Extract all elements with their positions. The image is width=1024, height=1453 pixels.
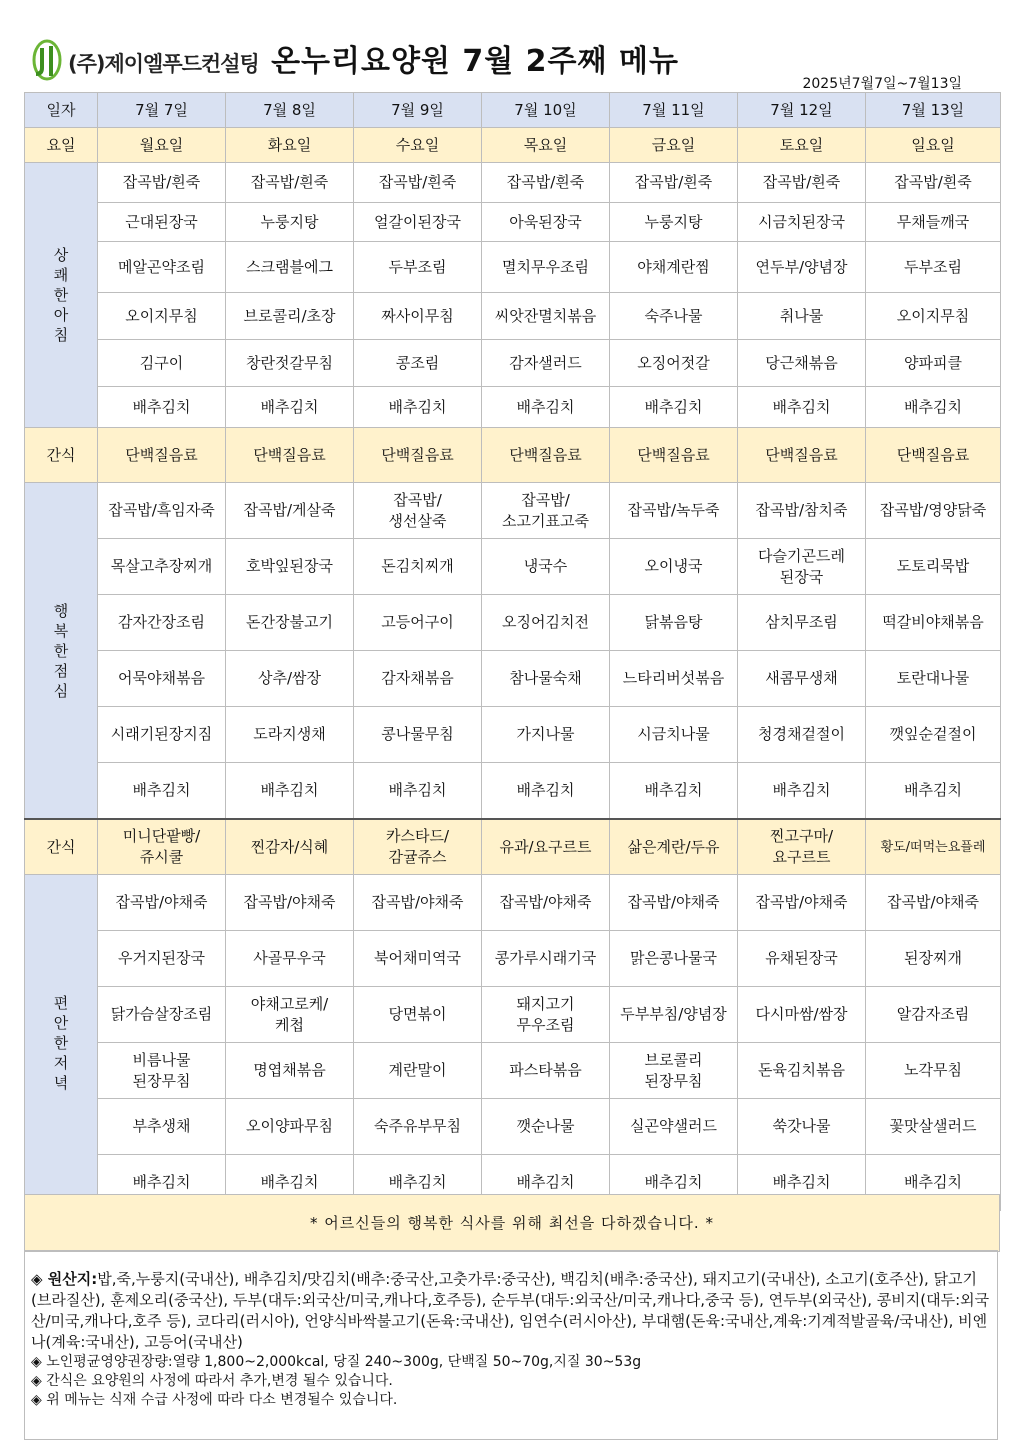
menu-cell: 감자채볶음 <box>354 651 482 707</box>
menu-cell: 잡곡밥/야채죽 <box>482 875 610 931</box>
origin-label: ◈ 원산지: <box>31 1270 98 1288</box>
menu-cell: 브로콜리/초장 <box>226 293 354 340</box>
menu-cell: 카스타드/ 감귤쥬스 <box>354 819 482 875</box>
menu-cell: 잡곡밥/흰죽 <box>866 163 1001 203</box>
menu-cell: 배추김치 <box>738 1155 866 1211</box>
menu-cell: 계란말이 <box>354 1043 482 1099</box>
menu-cell: 짜사이무침 <box>354 293 482 340</box>
dinner-label: 편 안 한 저 녁 <box>25 875 98 1211</box>
menu-cell: 참나물숙채 <box>482 651 610 707</box>
page-title: 온누리요양원 7월 2주째 메뉴 <box>271 44 679 79</box>
menu-cell: 닭볶음탕 <box>610 595 738 651</box>
menu-cell: 야채고로케/ 케첩 <box>226 987 354 1043</box>
menu-cell: 김구이 <box>98 340 226 387</box>
menu-cell: 7월 9일 <box>354 93 482 128</box>
menu-cell: 메알곤약조림 <box>98 242 226 293</box>
info-box <box>24 1250 998 1440</box>
menu-cell: 잡곡밥/야채죽 <box>738 875 866 931</box>
menu-cell: 잡곡밥/ 생선살죽 <box>354 483 482 539</box>
menu-cell: 된장찌개 <box>866 931 1001 987</box>
menu-cell: 월요일 <box>98 128 226 163</box>
menu-cell: 다시마쌈/쌈장 <box>738 987 866 1043</box>
menu-cell: 배추김치 <box>98 763 226 820</box>
menu-cell: 토요일 <box>738 128 866 163</box>
origin-text: 밥,죽,누룽지(국내산), 배추김치/맛김치(배추:중국산,고춧가루:중국산), 백김치(배추:중국산), 돼지고기(국내산), 소고기(호주산), 닭고기(브라질산), 훈제오리(중국산), 두부(대두:외국산/미국,캐나다,호주등), 순두부(대두:외국산/미국,캐나다,중국 등), 연두부(외국산), 콩비지(대두:외국산/미국,캐나다,호주 등), 코다리(러시아), 언양식바싹불고기(돈육:국내산), 임연수(러시아산), 부대햄(돈육:국내산,계육:기계적발골육/국내산), 비엔나(계육:국내산), 고등어(국내산) <box>31 1270 990 1351</box>
menu-cell: 오징어김치전 <box>482 595 610 651</box>
menu-cell: 배추김치 <box>354 763 482 820</box>
menu-cell: 유과/요구르트 <box>482 819 610 875</box>
menu-cell: 숙주나물 <box>610 293 738 340</box>
menu-cell: 가지나물 <box>482 707 610 763</box>
menu-cell: 삶은계란/두유 <box>610 819 738 875</box>
menu-cell: 느타리버섯볶음 <box>610 651 738 707</box>
menu-cell: 잡곡밥/녹두죽 <box>610 483 738 539</box>
menu-cell: 무채들깨국 <box>866 203 1001 242</box>
lunch-label: 행 복 한 점 심 <box>25 483 98 820</box>
menu-cell: 잡곡밥/야채죽 <box>354 875 482 931</box>
menu-cell: 콩나물무침 <box>354 707 482 763</box>
menu-cell: 잡곡밥/ 소고기표고죽 <box>482 483 610 539</box>
menu-cell: 알감자조림 <box>866 987 1001 1043</box>
menu-cell: 두부조림 <box>354 242 482 293</box>
menu-cell: 배추김치 <box>354 387 482 428</box>
menu-cell: 황도/떠먹는요플레 <box>866 819 1001 875</box>
menu-cell: 아욱된장국 <box>482 203 610 242</box>
menu-cell: 떡갈비야채볶음 <box>866 595 1001 651</box>
origin-info <box>31 1269 991 1353</box>
menu-cell: 새콤무생채 <box>738 651 866 707</box>
nutrition-info: ◈ 노인평균영양권장량:열량 1,800~2,000kcal, 당질 240~300g, 단백질 50~70g,지질 30~53g <box>31 1354 642 1370</box>
menu-cell: 단백질음료 <box>226 428 354 483</box>
menu-cell: 배추김치 <box>738 387 866 428</box>
menu-cell: 배추김치 <box>226 1155 354 1211</box>
menu-cell: 유채된장국 <box>738 931 866 987</box>
menu-cell: 근대된장국 <box>98 203 226 242</box>
menu-cell: 잡곡밥/야채죽 <box>226 875 354 931</box>
menu-cell: 시금치된장국 <box>738 203 866 242</box>
menu-cell: 배추김치 <box>98 1155 226 1211</box>
menu-cell: 7월 7일 <box>98 93 226 128</box>
menu-cell: 씨앗잔멸치볶음 <box>482 293 610 340</box>
menu-cell: 파스타볶음 <box>482 1043 610 1099</box>
menu-cell: 브로콜리 된장무침 <box>610 1043 738 1099</box>
menu-cell: 호박잎된장국 <box>226 539 354 595</box>
menu-cell: 당면볶이 <box>354 987 482 1043</box>
menu-cell: 창란젓갈무침 <box>226 340 354 387</box>
menu-cell: 고등어구이 <box>354 595 482 651</box>
menu-cell: 삼치무조림 <box>738 595 866 651</box>
menu-cell: 냉국수 <box>482 539 610 595</box>
closing-note: * 어르신들의 행복한 식사를 위해 최선을 다하겠습니다. * <box>24 1194 1000 1252</box>
menu-cell: 잡곡밥/흑임자죽 <box>98 483 226 539</box>
company-logo <box>30 38 259 82</box>
menu-cell: 미니단팥빵/ 쥬시쿨 <box>98 819 226 875</box>
menu-cell: 꽃맛살샐러드 <box>866 1099 1001 1155</box>
menu-cell: 누룽지탕 <box>226 203 354 242</box>
menu-cell: 배추김치 <box>610 1155 738 1211</box>
menu-cell: 도토리묵밥 <box>866 539 1001 595</box>
menu-cell: 배추김치 <box>482 387 610 428</box>
menu-cell: 비름나물 된장무침 <box>98 1043 226 1099</box>
day-header: 요일 <box>25 128 98 163</box>
menu-change-notice: ◈ 위 메뉴는 식재 수급 사정에 따라 다소 변경될수 있습니다. <box>31 1392 398 1408</box>
menu-cell: 연두부/양념장 <box>738 242 866 293</box>
menu-cell: 두부부침/양념장 <box>610 987 738 1043</box>
menu-cell: 잡곡밥/게살죽 <box>226 483 354 539</box>
menu-cell: 잡곡밥/흰죽 <box>482 163 610 203</box>
menu-cell: 야채계란찜 <box>610 242 738 293</box>
menu-cell: 닭가슴살장조림 <box>98 987 226 1043</box>
menu-cell: 잡곡밥/영양닭죽 <box>866 483 1001 539</box>
menu-cell: 배추김치 <box>866 1155 1001 1211</box>
menu-cell: 시금치나물 <box>610 707 738 763</box>
menu-cell: 깻잎순겉절이 <box>866 707 1001 763</box>
menu-cell: 토란대나물 <box>866 651 1001 707</box>
menu-cell: 잡곡밥/흰죽 <box>354 163 482 203</box>
menu-cell: 숙주유부무침 <box>354 1099 482 1155</box>
menu-cell: 맑은콩나물국 <box>610 931 738 987</box>
menu-cell: 7월 13일 <box>866 93 1001 128</box>
menu-cell: 청경채겉절이 <box>738 707 866 763</box>
company-name: (주)제이엘푸드컨설팅 <box>68 52 259 76</box>
menu-cell: 오이냉국 <box>610 539 738 595</box>
menu-cell: 찐감자/식혜 <box>226 819 354 875</box>
menu-table <box>24 92 1001 1211</box>
snack-notice: ◈ 간식은 요양원의 사정에 따라서 추가,변경 될수 있습니다. <box>31 1373 393 1389</box>
menu-cell: 잡곡밥/야채죽 <box>610 875 738 931</box>
menu-cell: 사골무우국 <box>226 931 354 987</box>
date-header: 일자 <box>25 93 98 128</box>
menu-cell: 배추김치 <box>610 387 738 428</box>
menu-cell: 7월 11일 <box>610 93 738 128</box>
menu-cell: 목요일 <box>482 128 610 163</box>
menu-cell: 오이지무침 <box>866 293 1001 340</box>
menu-cell: 명엽채볶음 <box>226 1043 354 1099</box>
menu-cell: 일요일 <box>866 128 1001 163</box>
menu-cell: 배추김치 <box>610 763 738 820</box>
menu-cell: 두부조림 <box>866 242 1001 293</box>
menu-cell: 단백질음료 <box>354 428 482 483</box>
menu-cell: 잡곡밥/흰죽 <box>738 163 866 203</box>
menu-cell: 감자샐러드 <box>482 340 610 387</box>
menu-cell: 찐고구마/ 요구르트 <box>738 819 866 875</box>
menu-cell: 7월 8일 <box>226 93 354 128</box>
menu-cell: 단백질음료 <box>738 428 866 483</box>
menu-cell: 잡곡밥/흰죽 <box>610 163 738 203</box>
menu-cell: 목살고추장찌개 <box>98 539 226 595</box>
menu-cell: 금요일 <box>610 128 738 163</box>
menu-cell: 배추김치 <box>98 387 226 428</box>
menu-cell: 다슬기곤드레 된장국 <box>738 539 866 595</box>
menu-cell: 스크램블에그 <box>226 242 354 293</box>
menu-cell: 콩조림 <box>354 340 482 387</box>
menu-cell: 노각무침 <box>866 1043 1001 1099</box>
menu-cell: 잡곡밥/야채죽 <box>866 875 1001 931</box>
menu-cell: 깻순나물 <box>482 1099 610 1155</box>
menu-cell: 돼지고기 무우조림 <box>482 987 610 1043</box>
menu-cell: 단백질음료 <box>610 428 738 483</box>
menu-cell: 우거지된장국 <box>98 931 226 987</box>
menu-cell: 7월 10일 <box>482 93 610 128</box>
menu-cell: 누룽지탕 <box>610 203 738 242</box>
menu-cell: 양파피클 <box>866 340 1001 387</box>
menu-cell: 수요일 <box>354 128 482 163</box>
menu-period: 2025년7월7일~7월13일 <box>802 76 962 92</box>
menu-cell: 상추/쌈장 <box>226 651 354 707</box>
menu-cell: 배추김치 <box>226 763 354 820</box>
menu-cell: 멸치무우조림 <box>482 242 610 293</box>
logo-mark-icon <box>30 38 66 82</box>
menu-cell: 화요일 <box>226 128 354 163</box>
menu-cell: 배추김치 <box>866 763 1001 820</box>
menu-cell: 7월 12일 <box>738 93 866 128</box>
menu-cell: 감자간장조림 <box>98 595 226 651</box>
menu-cell: 단백질음료 <box>866 428 1001 483</box>
menu-cell: 잡곡밥/참치죽 <box>738 483 866 539</box>
menu-cell: 잡곡밥/야채죽 <box>98 875 226 931</box>
snack-label: 간식 <box>25 428 98 483</box>
menu-cell: 배추김치 <box>354 1155 482 1211</box>
menu-cell: 취나물 <box>738 293 866 340</box>
menu-cell: 배추김치 <box>226 387 354 428</box>
menu-cell: 실곤약샐러드 <box>610 1099 738 1155</box>
menu-cell: 잡곡밥/흰죽 <box>226 163 354 203</box>
snack-label: 간식 <box>25 819 98 875</box>
menu-cell: 단백질음료 <box>98 428 226 483</box>
menu-cell: 도라지생채 <box>226 707 354 763</box>
menu-cell: 쑥갓나물 <box>738 1099 866 1155</box>
menu-cell: 돈김치찌개 <box>354 539 482 595</box>
menu-cell: 배추김치 <box>482 1155 610 1211</box>
menu-cell: 얼갈이된장국 <box>354 203 482 242</box>
menu-cell: 당근채볶음 <box>738 340 866 387</box>
menu-cell: 돈간장불고기 <box>226 595 354 651</box>
menu-cell: 북어채미역국 <box>354 931 482 987</box>
menu-cell: 배추김치 <box>866 387 1001 428</box>
menu-cell: 배추김치 <box>482 763 610 820</box>
menu-cell: 돈육김치볶음 <box>738 1043 866 1099</box>
menu-cell: 오이양파무침 <box>226 1099 354 1155</box>
menu-cell: 배추김치 <box>738 763 866 820</box>
menu-cell: 오징어젓갈 <box>610 340 738 387</box>
menu-cell: 오이지무침 <box>98 293 226 340</box>
breakfast-label: 상 쾌 한 아 침 <box>25 163 98 428</box>
menu-cell: 단백질음료 <box>482 428 610 483</box>
menu-cell: 콩가루시래기국 <box>482 931 610 987</box>
menu-cell: 시래기된장지짐 <box>98 707 226 763</box>
menu-cell: 부추생채 <box>98 1099 226 1155</box>
menu-cell: 어묵야채볶음 <box>98 651 226 707</box>
menu-cell: 잡곡밥/흰죽 <box>98 163 226 203</box>
